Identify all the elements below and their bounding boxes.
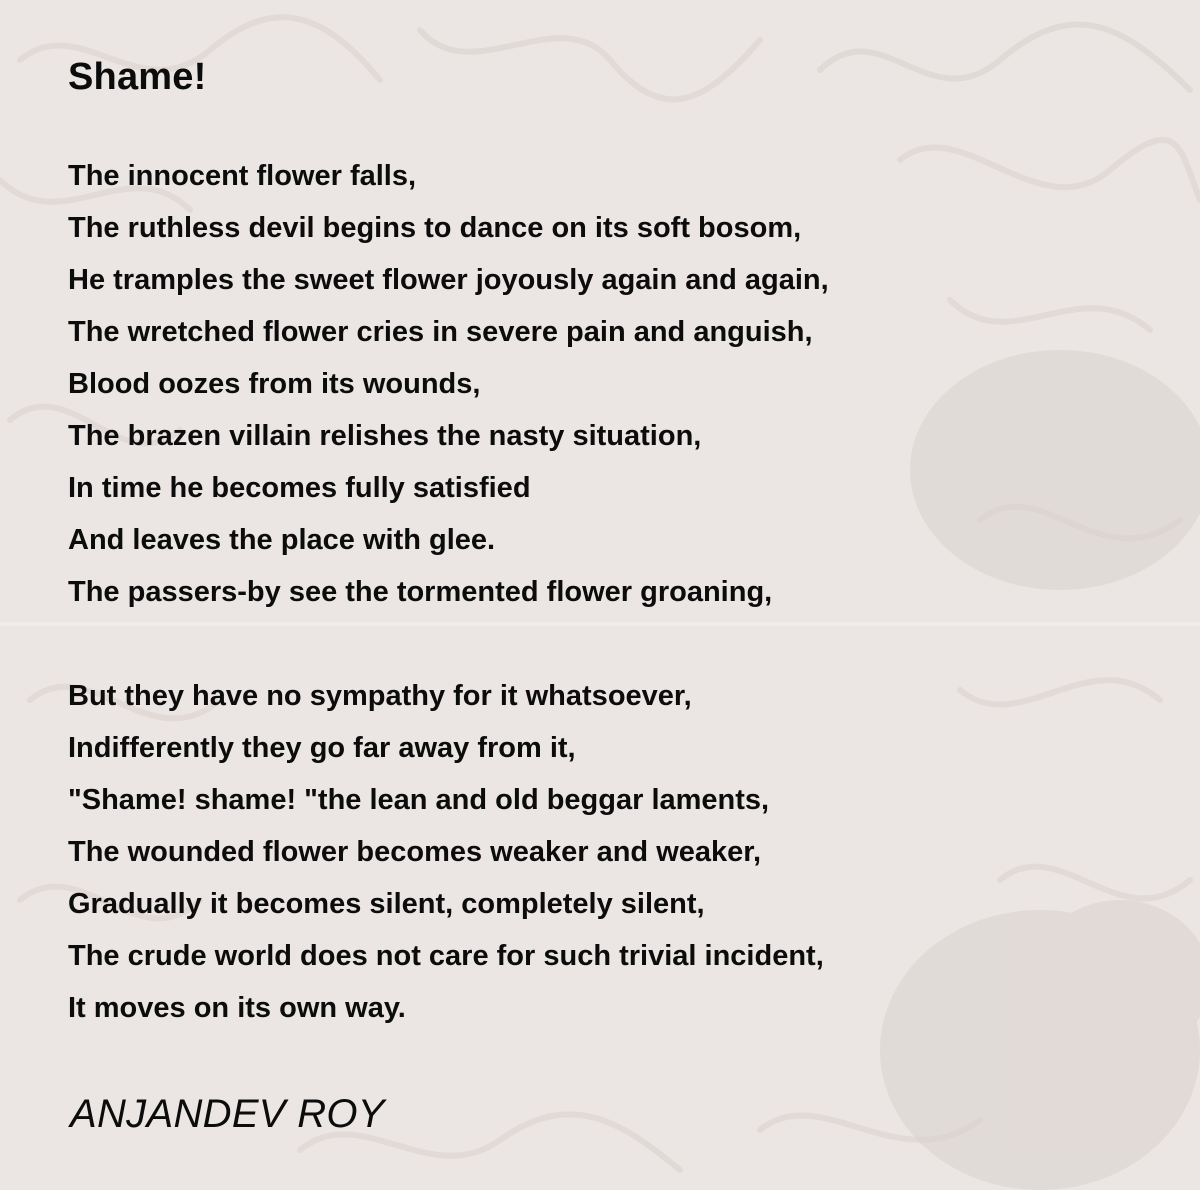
poem-author: ANJANDEV ROY <box>70 1092 385 1136</box>
stanza-2 <box>68 670 824 1034</box>
poem-line: The wounded flower becomes weaker and weaker, <box>68 836 762 868</box>
poem-line: It moves on its own way. <box>68 992 406 1024</box>
poem-line: But they have no sympathy for it whatsoever, <box>68 680 692 712</box>
poem-title: Shame! <box>68 56 207 98</box>
poem-line: The ruthless devil begins to dance on its soft bosom, <box>68 212 802 244</box>
poem-line: "Shame! shame! "the lean and old beggar laments, <box>68 784 770 816</box>
poem-line: Gradually it becomes silent, completely silent, <box>68 888 705 920</box>
poem-line: The innocent flower falls, <box>68 160 417 192</box>
poem-line: The crude world does not care for such trivial incident, <box>68 940 824 972</box>
poem-line: The passers-by see the tormented flower groaning, <box>68 576 773 608</box>
stanza-1 <box>68 150 829 618</box>
poem-line: The brazen villain relishes the nasty situation, <box>68 420 702 452</box>
poem-line: Blood oozes from its wounds, <box>68 368 481 400</box>
poem-line: Indifferently they go far away from it, <box>68 732 576 764</box>
poem-line: The wretched flower cries in severe pain and anguish, <box>68 316 813 348</box>
poem-line: He tramples the sweet flower joyously again and again, <box>68 264 829 296</box>
poem-line: In time he becomes fully satisfied <box>68 472 531 504</box>
poem-line: And leaves the place with glee. <box>68 524 496 556</box>
